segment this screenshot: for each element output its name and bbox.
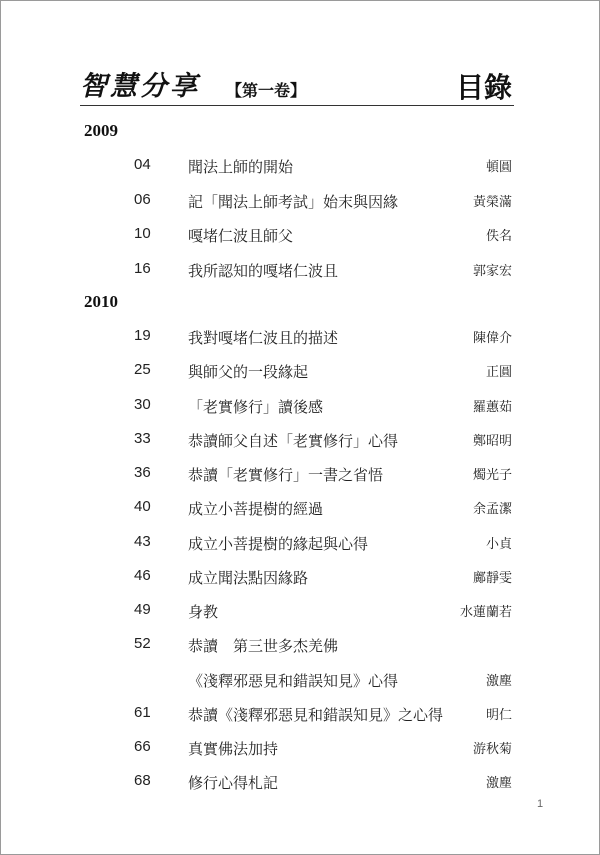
year-heading: 2010 [84, 292, 118, 311]
toc-entry[interactable] [0, 361, 600, 385]
entry-title: 與師父的一段緣起 [188, 363, 309, 381]
entry-author: 余孟潔 [472, 502, 512, 517]
toc-entry[interactable] [0, 225, 600, 249]
entry-title: 聞法上師的開始 [188, 158, 294, 176]
entry-page-number: 04 [134, 156, 151, 173]
entry-author: 頓圓 [485, 160, 512, 175]
entry-title: 嘎堵仁波且師父 [188, 227, 294, 245]
entry-title: 修行心得札記 [188, 774, 279, 792]
toc-entry[interactable] [0, 430, 600, 454]
toc-entry[interactable] [0, 567, 600, 591]
entry-title: 成立小菩提樹的緣起與心得 [188, 535, 369, 553]
entry-author: 郭家宏 [472, 264, 512, 279]
entry-page-number: 68 [134, 772, 151, 789]
entry-page-number: 52 [134, 635, 151, 652]
entry-page-number: 61 [134, 704, 151, 721]
entry-page-number: 19 [134, 327, 151, 344]
entry-page-number: 46 [134, 567, 151, 584]
entry-title: 「老實修行」讀後感 [188, 398, 324, 416]
toc-entry-continuation[interactable] [0, 670, 600, 694]
toc-entry[interactable] [0, 635, 600, 659]
toc-entry[interactable] [0, 396, 600, 420]
entry-page-number: 10 [134, 225, 151, 242]
entry-author: 燭光子 [472, 468, 512, 483]
entry-title: 恭讀師父自述「老實修行」心得 [188, 432, 399, 450]
toc-entry[interactable] [0, 260, 600, 284]
entry-author: 黃榮滿 [472, 195, 512, 210]
entry-author: 正圓 [485, 365, 512, 380]
entry-title: 恭讀《淺釋邪惡見和錯誤知見》之心得 [188, 706, 444, 724]
entry-title: 成立小菩提樹的經過 [188, 500, 324, 518]
page-number: 1 [537, 798, 544, 810]
book-brand-title: 智慧分享 [80, 71, 200, 102]
entry-title: 《淺釋邪惡見和錯誤知見》心得 [188, 672, 399, 690]
entry-title: 身教 [188, 603, 219, 621]
entry-author: 激塵 [485, 776, 512, 791]
entry-author: 鄺靜雯 [472, 571, 512, 586]
entry-page-number: 06 [134, 191, 151, 208]
entry-page-number: 49 [134, 601, 151, 618]
toc-title: 目錄 [455, 71, 512, 104]
entry-author: 明仁 [485, 708, 512, 723]
toc-entry[interactable] [0, 498, 600, 522]
entry-title: 記「聞法上師考試」始末與因緣 [188, 193, 399, 211]
toc-entry[interactable] [0, 533, 600, 557]
toc-entry[interactable] [0, 772, 600, 796]
entry-author: 佚名 [485, 229, 512, 244]
entry-author: 游秋菊 [472, 742, 512, 757]
entry-author: 陳偉介 [472, 331, 512, 346]
entry-page-number: 16 [134, 260, 151, 277]
entry-title: 恭讀「老實修行」一書之省悟 [188, 466, 384, 484]
entry-title: 恭讀 第三世多杰羌佛 [188, 637, 339, 655]
toc-entry[interactable] [0, 704, 600, 728]
entry-title: 成立聞法點因緣路 [188, 569, 309, 587]
year-heading: 2009 [84, 121, 118, 140]
toc-entry[interactable] [0, 156, 600, 180]
entry-page-number: 40 [134, 498, 151, 515]
header-rule [80, 105, 514, 106]
entry-title: 真實佛法加持 [188, 740, 279, 758]
entry-author: 水蓮蘭若 [459, 605, 512, 620]
toc-entry[interactable] [0, 601, 600, 625]
entry-author: 鄭昭明 [472, 434, 512, 449]
toc-entry[interactable] [0, 191, 600, 215]
entry-page-number: 36 [134, 464, 151, 481]
entry-page-number: 43 [134, 533, 151, 550]
entry-page-number: 66 [134, 738, 151, 755]
entry-title: 我所認知的嘎堵仁波且 [188, 262, 339, 280]
entry-author: 羅蕙茹 [472, 400, 512, 415]
toc-entry[interactable] [0, 738, 600, 762]
entry-author: 激塵 [485, 674, 512, 689]
toc-header [80, 62, 512, 106]
toc-entry[interactable] [0, 327, 600, 351]
entry-page-number: 30 [134, 396, 151, 413]
volume-label: 【第一卷】 [226, 81, 307, 100]
entry-title: 我對嘎堵仁波且的描述 [188, 329, 339, 347]
entry-author: 小貞 [485, 537, 512, 552]
toc-entry[interactable] [0, 464, 600, 488]
entry-page-number: 25 [134, 361, 151, 378]
entry-page-number: 33 [134, 430, 151, 447]
